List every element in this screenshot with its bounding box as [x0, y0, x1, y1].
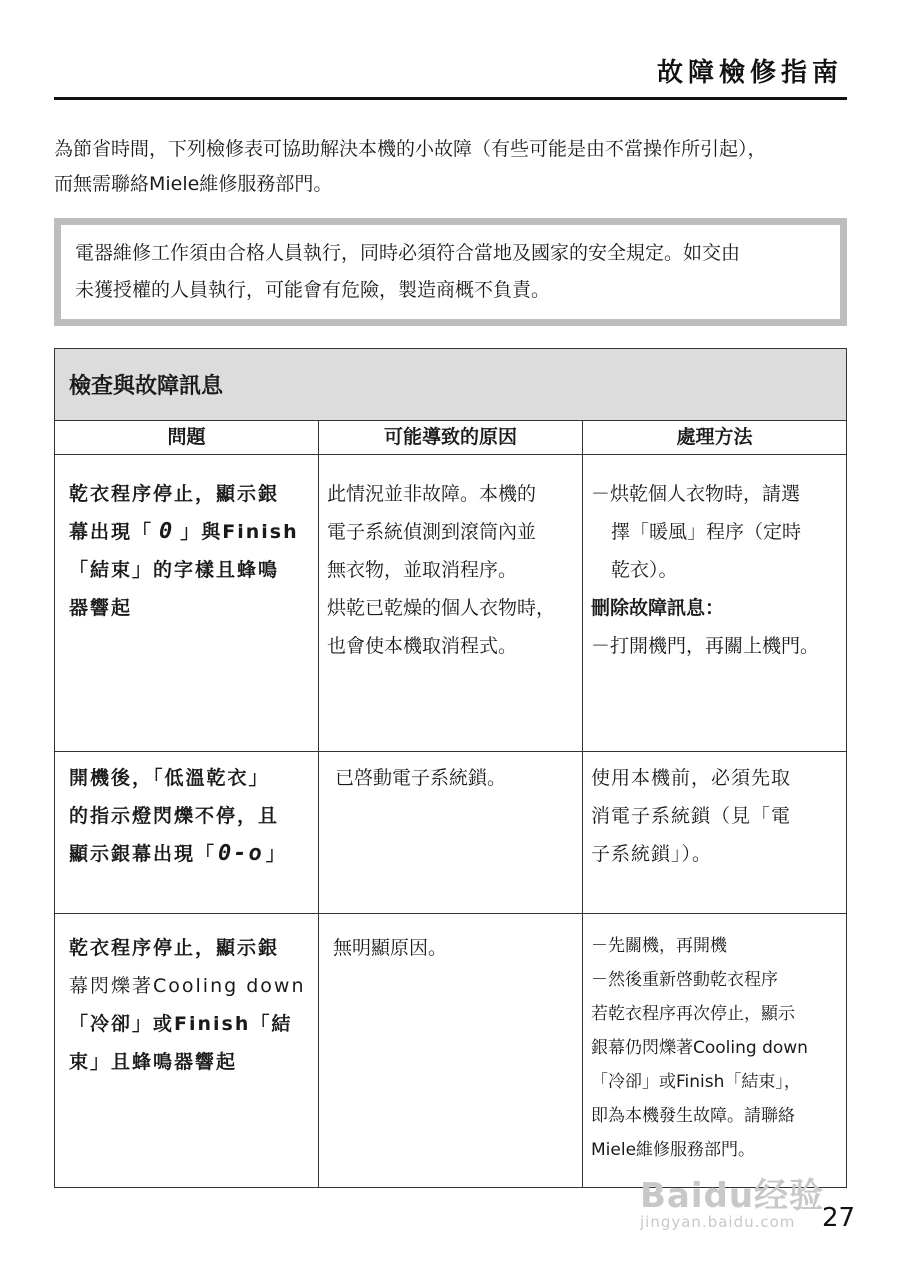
intro-paragraph: [54, 132, 849, 202]
watermark-url: jingyan.baidu.com: [640, 1213, 796, 1231]
row-2-action-line: 子系統鎖」）。: [591, 843, 713, 865]
row-3-action-line: Miele維修服務部門。: [591, 1140, 756, 1160]
notice-line-1: 電器維修工作須由合格人員執行，同時必須符合當地及國家的安全規定。如交由: [75, 242, 741, 264]
row-3-problem-line: 「冷卻」或Finish「結: [69, 1013, 293, 1035]
display-zero-glyph: 0: [159, 519, 175, 544]
row-1-cause-line: 此情況並非故障。本機的: [327, 483, 537, 505]
title-divider: [54, 97, 847, 100]
row-3-problem-line: 乾衣程序停止，顯示銀: [69, 937, 280, 959]
row-1-action-line: 乾衣）。: [611, 559, 678, 581]
row-3-problem: [69, 929, 305, 1081]
row-1-action-line: －打開機門，再關上機門。: [591, 635, 820, 657]
row-1-action-line: 擇「暖風」程序（定時: [611, 521, 802, 543]
row-2-action: [591, 759, 791, 873]
column-header-action: 處理方法: [676, 426, 753, 448]
row-3-action-line: 「冷卻」或Finish「結束」，: [591, 1072, 801, 1092]
row-2-cause: [335, 759, 506, 797]
column-divider: [582, 421, 583, 1187]
notice-line-2: 未獲授權的人員執行，可能會有危險，製造商概不負責。: [75, 279, 551, 301]
row-3-problem-line: 幕閃爍著Cooling down: [69, 975, 306, 997]
row-3-action: [591, 929, 808, 1167]
row-divider: [55, 751, 846, 752]
row-1-cause-line: 烘乾已乾燥的個人衣物時，: [327, 597, 556, 619]
row-2-problem-line: 開機後，「低溫乾衣」: [69, 767, 270, 789]
row-1-problem-line: 乾衣程序停止，顯示銀: [69, 483, 280, 505]
row-2-problem: [69, 759, 287, 873]
table-header: [55, 349, 846, 421]
row-3-action-line: －先關機，再開機: [591, 936, 727, 956]
row-1-problem: [69, 475, 299, 627]
row-1-cause: [327, 475, 555, 665]
row-3-cause-line: 無明顯原因。: [333, 937, 448, 959]
page-number: 27: [822, 1203, 856, 1233]
troubleshooting-table: [54, 348, 847, 1188]
page-title: 故障檢修指南: [656, 58, 843, 88]
row-1-cause-line: 無衣物，並取消程序。: [327, 559, 518, 581]
column-divider: [318, 421, 319, 1187]
row-2-cause-line: 已啓動電子系統鎖。: [335, 767, 507, 789]
intro-line-1: 為節省時間，下列檢修表可協助解決本機的小故障（有些可能是由不當操作所引起），: [54, 138, 767, 160]
row-3-cause: [333, 929, 447, 967]
row-divider: [55, 913, 846, 914]
row-3-action-line: 銀幕仍閃爍著Cooling down: [591, 1038, 808, 1058]
row-1-cause-line: 電子系統偵測到滾筒內並: [327, 521, 537, 543]
row-1-action-subheading: 刪除故障訊息：: [591, 597, 725, 619]
column-header-problem: 問題: [167, 426, 206, 448]
table-title: 檢查與故障訊息: [69, 374, 224, 399]
row-1-action: [591, 475, 819, 665]
row-2-problem-line: 顯示銀幕出現「0-o 」: [69, 835, 287, 873]
row-3-problem-line: 束」且蜂鳴器響起: [69, 1051, 238, 1073]
row-3-action-line: 若乾衣程序再次停止，顯示: [591, 1004, 795, 1024]
row-1-cause-line: 也會使本機取消程式。: [327, 635, 518, 657]
row-2-action-line: 使用本機前，必須先取: [591, 767, 792, 789]
row-3-action-line: －然後重新啓動乾衣程序: [591, 970, 778, 990]
row-1-action-line: －烘乾個人衣物時，請選: [591, 483, 801, 505]
row-1-problem-line: 幕出現「 0 」與Finish: [69, 513, 299, 551]
column-header-cause: 可能導致的原因: [383, 426, 517, 448]
watermark: [640, 1168, 824, 1231]
row-2-problem-line: 的指示燈閃爍不停，且: [69, 805, 280, 827]
row-3-action-line: 即為本機發生故障。請聯絡: [591, 1106, 795, 1126]
row-1-problem-line: 器響起: [69, 597, 133, 619]
row-1-problem-line: 「結束」的字樣且蜂鳴: [69, 559, 280, 581]
column-header-row: [55, 421, 846, 455]
intro-line-2: 而無需聯絡Miele維修服務部門。: [54, 173, 333, 195]
row-2-action-line: 消電子系統鎖（見「電: [591, 805, 792, 827]
safety-notice-box: [54, 218, 847, 326]
display-lock-glyph: 0-o: [218, 841, 264, 866]
watermark-logo: Baidu经验: [640, 1176, 825, 1216]
